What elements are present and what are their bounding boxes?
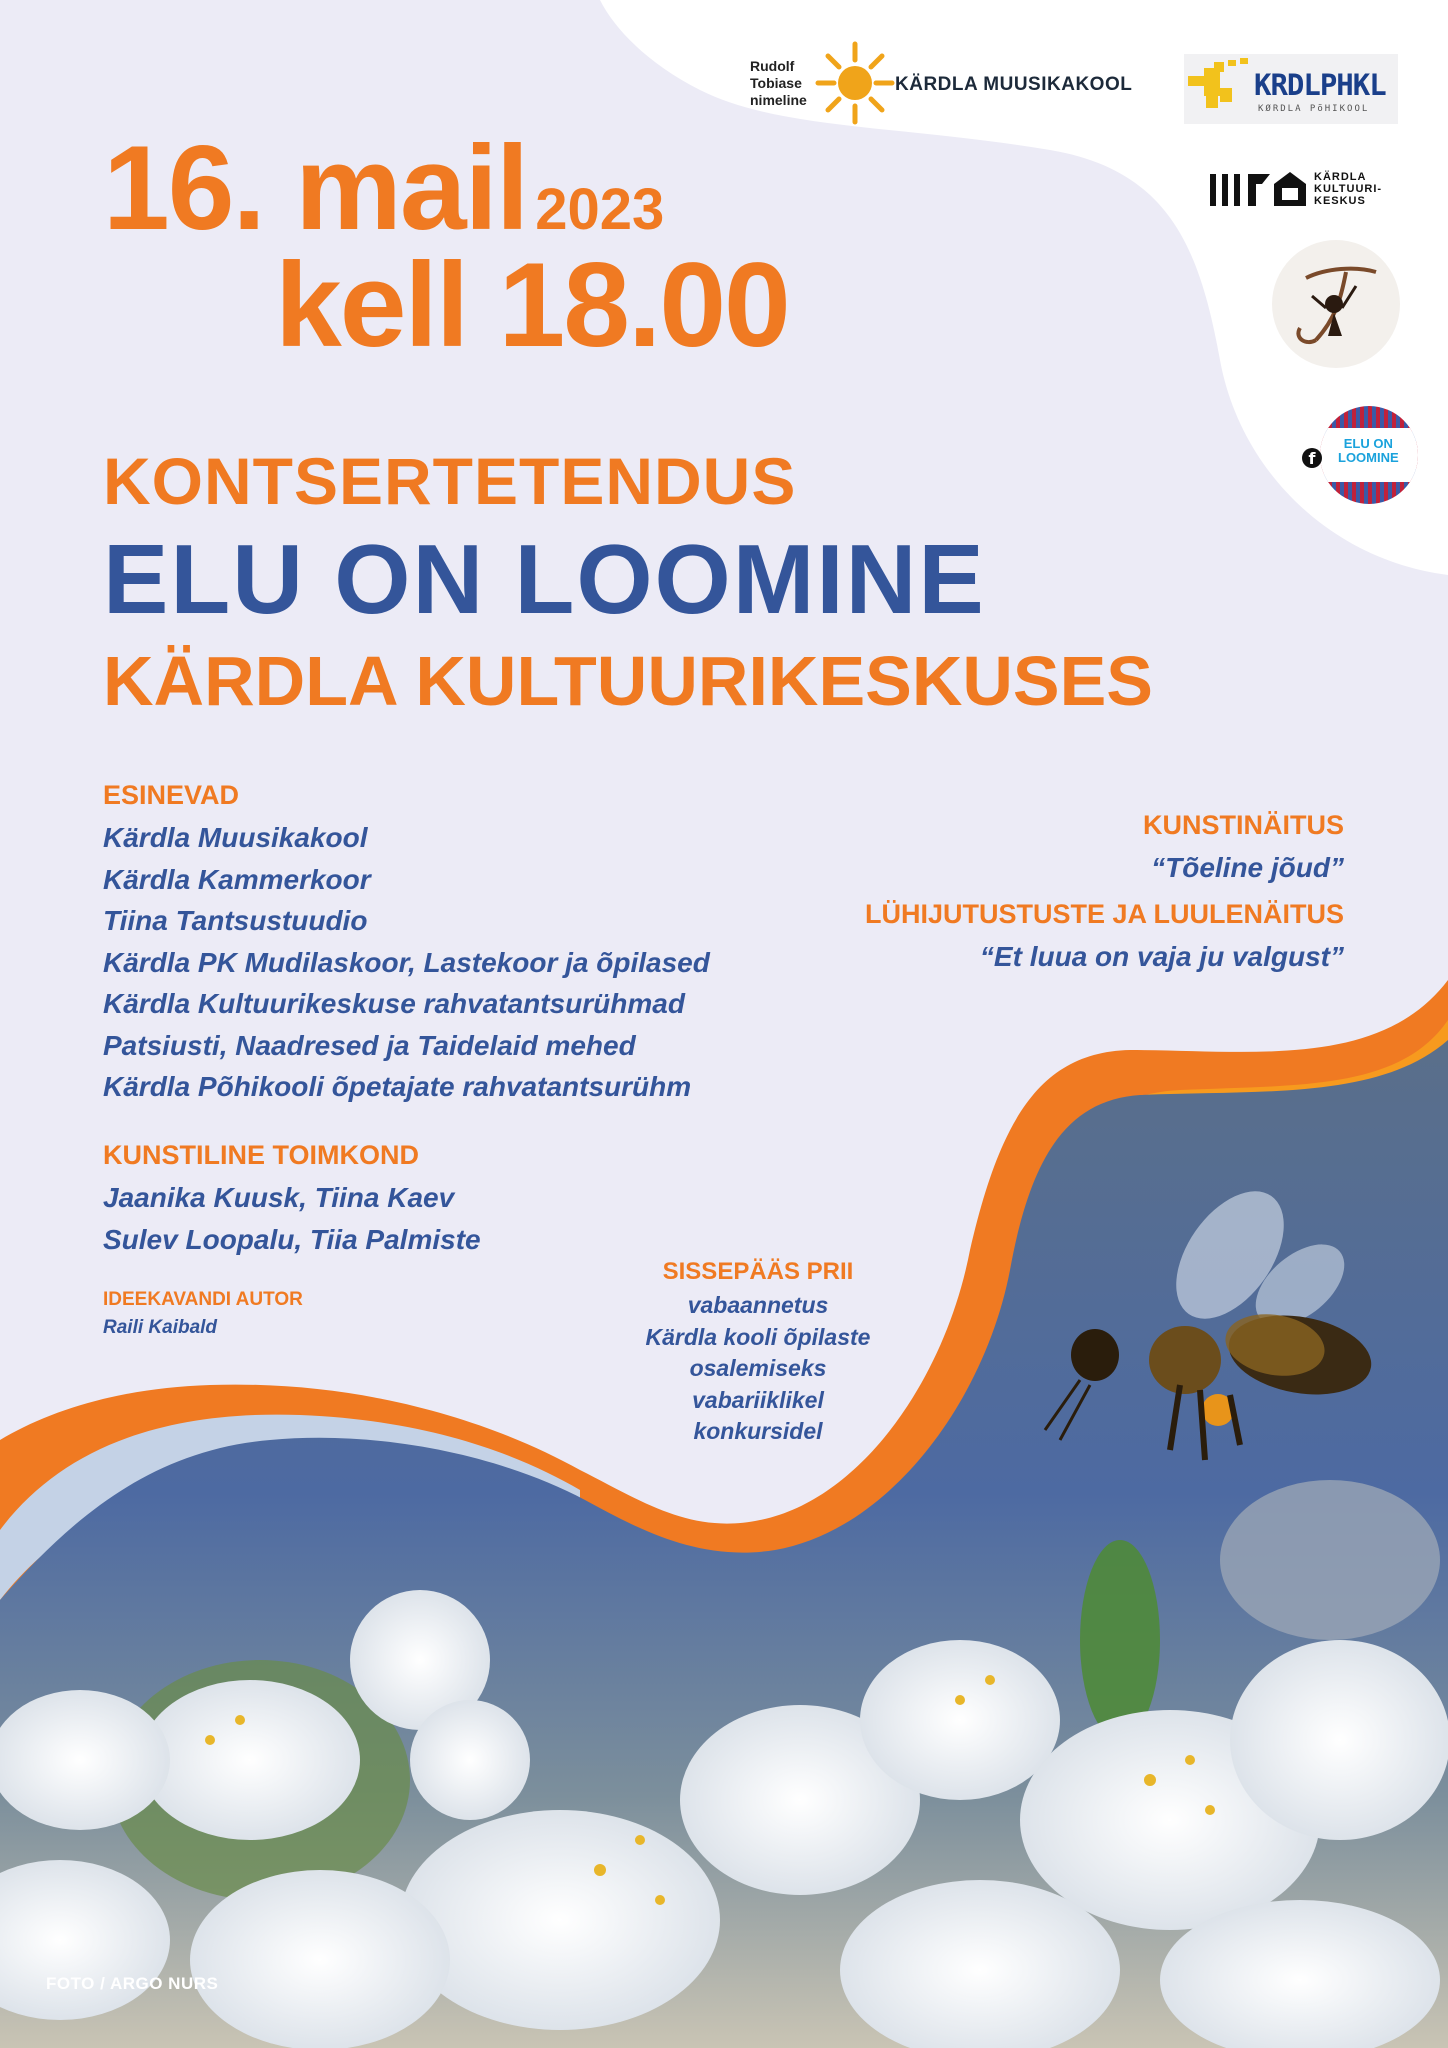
kultuurikeskus-text xyxy=(1314,171,1382,207)
event-venue: KÄRDLA KULTUURIKESKUSES xyxy=(103,642,1153,720)
muusikakool-small-line: Rudolf xyxy=(750,58,795,74)
kultuurikeskus-line: KÄRDLA xyxy=(1314,171,1367,183)
entrance-line: Kärdla kooli õpilaste xyxy=(645,1323,871,1350)
art-team-item: Sulev Loopalu, Tiia Palmiste xyxy=(103,1223,481,1255)
exhibition-heading: KUNSTINÄITUS xyxy=(1143,810,1344,840)
performer-item: Kärdla Kammerkoor xyxy=(103,863,371,895)
event-type: KONTSERTETENDUS xyxy=(103,444,797,518)
entrance-line: osalemiseks xyxy=(689,1355,827,1381)
event-time: kell 18.00 xyxy=(275,238,789,372)
event-date xyxy=(103,121,665,255)
idea-author-section xyxy=(103,1290,303,1339)
kultuurikeskus-logo xyxy=(1210,168,1410,218)
exhibition-heading: LÜHIJUTUSTUSTE JA LUULENÄITUS xyxy=(864,899,1344,929)
muusikakool-small-line: nimeline xyxy=(750,92,807,108)
art-team-item: Jaanika Kuusk, Tiina Kaev xyxy=(103,1182,455,1213)
entrance-section xyxy=(620,1260,896,1448)
entrance-line: vabaannetus xyxy=(687,1292,829,1318)
kultuurikeskus-line: KESKUS xyxy=(1314,195,1366,207)
exhibitions-section xyxy=(865,812,1344,990)
pohikool-logo-text: KRDLPHKL xyxy=(1254,68,1386,102)
performers-heading: ESINEVAD xyxy=(103,780,240,810)
badge-text xyxy=(1338,437,1399,465)
entrance-line: konkursidel xyxy=(693,1418,823,1444)
performer-item: Tiina Tantsustuudio xyxy=(103,905,368,936)
photo-credit: FOTO / ARGO NURS xyxy=(46,1974,219,1993)
pixel-bird-icon xyxy=(1184,58,1256,114)
performer-item: Patsiusti, Naadresed ja Taidelaid mehed xyxy=(103,1029,636,1061)
exhibition-title: “Et luua on vaja ju valgust” xyxy=(979,941,1344,972)
kultuurikeskus-mark-icon xyxy=(1210,170,1310,210)
art-team-section xyxy=(103,1142,481,1260)
elu-on-loomine-badge xyxy=(1320,406,1418,504)
exhibition-title: “Tõeline jõud” xyxy=(1151,852,1344,883)
performer-item: Kärdla PK Mudilaskoor, Lastekoor ja õpilased xyxy=(103,946,710,978)
tantsustuudio-logo xyxy=(1272,240,1400,368)
year: 2023 xyxy=(535,177,665,242)
muusikakool-small-line: Tobiase xyxy=(750,75,802,91)
performer-item: Kärdla Põhikooli õpetajate rahvatantsurühm xyxy=(103,1071,692,1102)
day-month: 16. mail xyxy=(103,121,528,255)
pohikool-logo xyxy=(1184,54,1398,124)
performers-section xyxy=(103,782,710,1108)
entrance-line: vabariiklikel xyxy=(692,1386,824,1413)
badge-line: ELU ON xyxy=(1343,436,1393,451)
dancer-icon xyxy=(1286,258,1386,352)
muusikakool-logo xyxy=(748,40,1133,132)
performer-item: Kärdla Muusikakool xyxy=(103,822,368,853)
badge-line: LOOMINE xyxy=(1338,450,1399,465)
muusikakool-small-text xyxy=(750,58,807,109)
facebook-icon[interactable]: f xyxy=(1302,448,1322,468)
kultuurikeskus-line: KULTUURI- xyxy=(1314,183,1383,195)
idea-heading: IDEEKAVANDI AUTOR xyxy=(103,1289,303,1310)
pohikool-logo-subtext: KØRDLA PõHIKOOL xyxy=(1258,104,1370,114)
art-team-heading: KUNSTILINE TOIMKOND xyxy=(103,1140,419,1170)
entrance-heading: SISSEPÄÄS PRII xyxy=(662,1258,854,1285)
muusikakool-name: KÄRDLA MUUSIKAKOOL xyxy=(895,74,1133,95)
performer-item: Kärdla Kultuurikeskuse rahvatantsurühmad xyxy=(103,988,685,1019)
sun-icon xyxy=(814,40,896,126)
page-title: ELU ON LOOMINE xyxy=(103,524,986,634)
idea-author: Raili Kaibald xyxy=(103,1317,218,1338)
